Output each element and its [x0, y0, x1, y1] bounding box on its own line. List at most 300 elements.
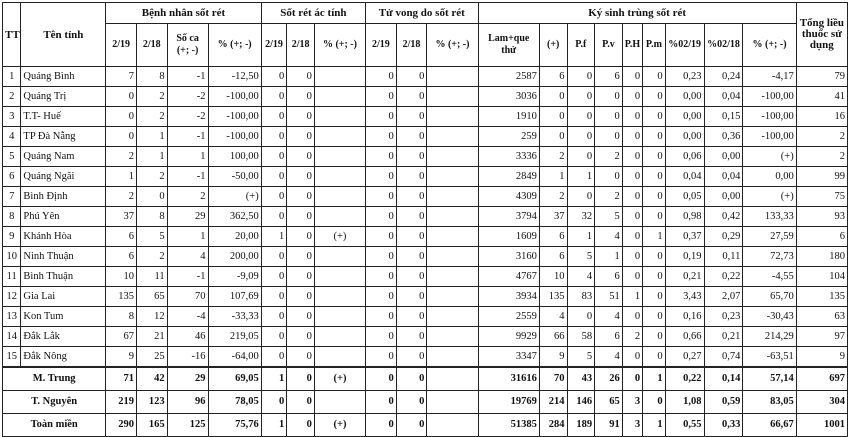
table-cell: 3934	[478, 287, 539, 307]
table-cell: 4	[3, 127, 21, 147]
table-cell: -9,09	[208, 267, 261, 287]
table-cell: 0	[366, 187, 397, 207]
table-cell: 0,21	[665, 267, 704, 287]
table-cell: 0,24	[704, 67, 743, 87]
table-cell: 200,00	[208, 247, 261, 267]
table-cell: 0	[595, 127, 623, 147]
table-cell	[314, 167, 365, 187]
summary-cell: 0	[287, 391, 315, 414]
table-row	[3, 347, 848, 368]
summary-cell: 0,33	[704, 414, 743, 437]
summary-cell: 78,05	[208, 391, 261, 414]
table-cell: 0,23	[665, 67, 704, 87]
summary-cell: 26	[595, 367, 623, 391]
table-cell: 6	[595, 67, 623, 87]
table-cell	[314, 207, 365, 227]
table-cell	[314, 107, 365, 127]
table-cell: 0	[567, 127, 595, 147]
summary-cell: 3	[622, 391, 642, 414]
table-cell: 2	[622, 327, 642, 347]
table-cell: 180	[796, 247, 847, 267]
summary-cell: 125	[167, 414, 208, 437]
summary-label: Toàn miền	[3, 414, 106, 437]
table-cell: 4	[595, 347, 623, 368]
table-cell: 2587	[478, 67, 539, 87]
table-cell: 0	[261, 87, 287, 107]
table-cell: 4	[595, 307, 623, 327]
province-name: Bình Thuận	[21, 267, 106, 287]
table-cell: 6	[539, 227, 567, 247]
table-cell: 46	[167, 327, 208, 347]
summary-cell: (+)	[314, 367, 365, 391]
table-cell: 0	[366, 207, 397, 227]
table-cell: 0	[366, 67, 397, 87]
col-kst-pct: % (+; -)	[743, 24, 796, 67]
table-row	[3, 87, 848, 107]
province-name: TP Đà Nẵng	[21, 127, 106, 147]
table-cell: 0	[366, 247, 397, 267]
table-cell: 11	[136, 267, 167, 287]
table-cell: 0	[622, 67, 642, 87]
table-cell: 8	[136, 207, 167, 227]
table-cell: -100,00	[208, 127, 261, 147]
table-cell: 5	[567, 347, 595, 368]
table-cell: 9929	[478, 327, 539, 347]
table-cell: 12	[136, 307, 167, 327]
table-cell: 0	[643, 107, 666, 127]
summary-cell: 0	[366, 414, 397, 437]
table-cell: 2	[595, 187, 623, 207]
table-cell	[314, 307, 365, 327]
table-cell: 135	[106, 287, 137, 307]
summary-cell: 69,05	[208, 367, 261, 391]
table-row	[3, 307, 848, 327]
table-cell: 0	[366, 147, 397, 167]
summary-cell: 19769	[478, 391, 539, 414]
summary-cell: 0,14	[704, 367, 743, 391]
col-pf: P.f	[567, 24, 595, 67]
table-cell: 104	[796, 267, 847, 287]
table-cell: 10	[106, 267, 137, 287]
table-cell: 1	[595, 247, 623, 267]
table-cell: 0	[366, 127, 397, 147]
summary-cell: 0,59	[704, 391, 743, 414]
table-cell: 4309	[478, 187, 539, 207]
table-cell: 0	[643, 207, 666, 227]
table-cell: 0	[287, 127, 315, 147]
province-name: Khánh Hòa	[21, 227, 106, 247]
summary-cell: 697	[796, 367, 847, 391]
table-cell: 10	[3, 247, 21, 267]
table-cell: 41	[796, 87, 847, 107]
table-cell: 6	[539, 67, 567, 87]
summary-cell: 0	[396, 414, 427, 437]
table-cell: 0,22	[704, 267, 743, 287]
table-cell: 15	[3, 347, 21, 368]
table-cell: 6	[796, 227, 847, 247]
table-cell	[427, 247, 478, 267]
summary-cell: 284	[539, 414, 567, 437]
summary-cell: 1	[643, 414, 666, 437]
table-cell: 6	[539, 247, 567, 267]
table-cell: -30,43	[743, 307, 796, 327]
table-cell: -16	[167, 347, 208, 368]
table-cell: 51	[595, 287, 623, 307]
table-cell: 0	[396, 207, 427, 227]
table-cell: 0	[366, 307, 397, 327]
table-cell: 0	[643, 267, 666, 287]
summary-cell: 0	[643, 391, 666, 414]
table-cell: 0,21	[704, 327, 743, 347]
summary-cell: 165	[136, 414, 167, 437]
table-cell: 6	[106, 247, 137, 267]
table-cell: 0	[622, 207, 642, 227]
table-cell: 3347	[478, 347, 539, 368]
table-cell: 58	[567, 327, 595, 347]
table-cell	[314, 87, 365, 107]
table-cell: 0	[643, 327, 666, 347]
summary-label: T. Nguyên	[3, 391, 106, 414]
table-cell: 0,23	[704, 307, 743, 327]
table-cell: 0,04	[665, 167, 704, 187]
summary-cell: 123	[136, 391, 167, 414]
summary-cell: 3	[622, 414, 642, 437]
summary-cell: 66,67	[743, 414, 796, 437]
table-cell: 4	[595, 227, 623, 247]
table-row	[3, 247, 848, 267]
summary-cell: 57,14	[743, 367, 796, 391]
table-cell: 2	[3, 87, 21, 107]
table-cell: 0	[261, 247, 287, 267]
table-cell: 0	[643, 247, 666, 267]
summary-cell: 0	[287, 367, 315, 391]
table-cell: (+)	[208, 187, 261, 207]
table-cell: 0,00	[704, 147, 743, 167]
table-cell: 0	[595, 167, 623, 187]
table-cell: 1910	[478, 107, 539, 127]
table-row	[3, 287, 848, 307]
table-cell: 0	[261, 207, 287, 227]
summary-cell: 0	[396, 391, 427, 414]
table-cell: 0	[287, 67, 315, 87]
table-cell: 135	[539, 287, 567, 307]
table-cell: 14	[3, 327, 21, 347]
table-cell	[427, 227, 478, 247]
table-cell: 0,36	[704, 127, 743, 147]
table-cell	[427, 307, 478, 327]
table-cell: 0	[396, 87, 427, 107]
summary-cell: 0	[622, 367, 642, 391]
summary-cell: 31616	[478, 367, 539, 391]
table-cell: 0	[595, 107, 623, 127]
table-cell: 362,50	[208, 207, 261, 227]
province-name: Đắk Lắk	[21, 327, 106, 347]
table-cell: 75	[796, 187, 847, 207]
col-d-219: 2/19	[366, 24, 397, 67]
table-cell	[314, 267, 365, 287]
table-cell: 0,15	[704, 107, 743, 127]
table-cell: 0,66	[665, 327, 704, 347]
col-p-218: 2/18	[136, 24, 167, 67]
table-cell: 0	[261, 327, 287, 347]
table-cell: 259	[478, 127, 539, 147]
table-cell: 66	[539, 327, 567, 347]
summary-cell	[427, 391, 478, 414]
summary-cell: 0,55	[665, 414, 704, 437]
table-cell: 1	[106, 167, 137, 187]
table-cell: 0	[567, 307, 595, 327]
table-cell: 10	[539, 267, 567, 287]
table-cell: 9	[539, 347, 567, 368]
table-cell: 9	[3, 227, 21, 247]
table-cell	[314, 247, 365, 267]
table-row	[3, 67, 848, 87]
summary-cell: 1	[643, 367, 666, 391]
table-cell: 0,19	[665, 247, 704, 267]
table-cell: -2	[167, 107, 208, 127]
table-cell: 0	[622, 167, 642, 187]
table-cell: 5	[136, 227, 167, 247]
table-cell: -100,00	[743, 107, 796, 127]
summary-cell: 91	[595, 414, 623, 437]
table-cell: 21	[136, 327, 167, 347]
table-cell: -2	[167, 87, 208, 107]
table-cell: -100,00	[208, 87, 261, 107]
table-cell: 100,00	[208, 147, 261, 167]
summary-cell: 290	[106, 414, 137, 437]
table-cell	[314, 187, 365, 207]
summary-cell: 219	[106, 391, 137, 414]
summary-cell: 0	[287, 414, 315, 437]
table-cell: 0	[287, 227, 315, 247]
col-s-pct: % (+; -)	[314, 24, 365, 67]
summary-cell: 1	[261, 367, 287, 391]
table-cell: 25	[136, 347, 167, 368]
table-cell: 0	[261, 67, 287, 87]
table-cell	[427, 147, 478, 167]
table-cell: 0	[643, 307, 666, 327]
table-row	[3, 327, 848, 347]
table-cell: 0	[622, 107, 642, 127]
summary-cell	[314, 391, 365, 414]
table-cell: 214,29	[743, 327, 796, 347]
table-cell: 0	[539, 127, 567, 147]
table-cell: 0	[366, 347, 397, 368]
table-cell: 2	[167, 187, 208, 207]
table-cell: 6	[595, 327, 623, 347]
table-cell: 0	[287, 147, 315, 167]
table-cell: 0	[366, 267, 397, 287]
table-cell: 5	[595, 207, 623, 227]
table-cell: (+)	[743, 187, 796, 207]
table-cell: 0,42	[704, 207, 743, 227]
table-cell: 1609	[478, 227, 539, 247]
col-p-pct: % (+; -)	[208, 24, 261, 67]
table-cell: 0	[261, 347, 287, 368]
table-cell: 0	[622, 307, 642, 327]
table-cell: -4,55	[743, 267, 796, 287]
table-cell: 4	[167, 247, 208, 267]
table-cell: 93	[796, 207, 847, 227]
table-cell: 5	[567, 247, 595, 267]
table-cell: 219,05	[208, 327, 261, 347]
table-cell: 0,74	[704, 347, 743, 368]
col-d-218: 2/18	[396, 24, 427, 67]
table-cell: -63,51	[743, 347, 796, 368]
table-cell: 0	[366, 167, 397, 187]
table-cell: 0	[643, 67, 666, 87]
province-name: T.T- Huế	[21, 107, 106, 127]
table-cell: 0	[366, 287, 397, 307]
group-parasite: Ký sinh trùng sốt rét	[478, 3, 796, 24]
table-cell: 0,00	[665, 107, 704, 127]
table-cell: 0,37	[665, 227, 704, 247]
table-cell: -1	[167, 127, 208, 147]
table-cell: -1	[167, 167, 208, 187]
table-row	[3, 127, 848, 147]
table-cell: 0	[261, 267, 287, 287]
summary-cell: 51385	[478, 414, 539, 437]
table-cell: 2849	[478, 167, 539, 187]
summary-cell: 43	[567, 367, 595, 391]
table-cell: 1	[567, 227, 595, 247]
table-cell: 2	[136, 107, 167, 127]
table-cell: 6	[595, 267, 623, 287]
col-pv: P.v	[595, 24, 623, 67]
table-cell: 0	[622, 227, 642, 247]
col-s-218: 2/18	[287, 24, 315, 67]
table-cell: 4	[567, 267, 595, 287]
table-cell: 0	[366, 327, 397, 347]
table-cell: 63	[796, 307, 847, 327]
table-cell: 0	[622, 347, 642, 368]
col-pct0219: %02/19	[665, 24, 704, 67]
table-cell: 133,33	[743, 207, 796, 227]
table-cell: 0	[567, 107, 595, 127]
table-cell: 37	[539, 207, 567, 227]
table-cell: 0	[622, 147, 642, 167]
table-cell: 1	[261, 227, 287, 247]
table-cell: 2	[796, 127, 847, 147]
table-cell: 0,00	[743, 167, 796, 187]
table-cell: 3,43	[665, 287, 704, 307]
malaria-report-table	[2, 2, 848, 437]
table-cell: 0	[396, 267, 427, 287]
table-cell: 3794	[478, 207, 539, 227]
table-cell: 32	[567, 207, 595, 227]
summary-cell	[427, 414, 478, 437]
table-cell: 0	[643, 187, 666, 207]
table-body	[3, 67, 848, 437]
table-cell: 0	[136, 187, 167, 207]
summary-cell: 1	[261, 414, 287, 437]
table-cell: 13	[3, 307, 21, 327]
table-cell: 0	[539, 87, 567, 107]
col-pct0218: %02/18	[704, 24, 743, 67]
table-cell: 3	[3, 107, 21, 127]
summary-cell: 0	[366, 367, 397, 391]
table-cell	[314, 287, 365, 307]
table-cell	[427, 207, 478, 227]
summary-cell: 214	[539, 391, 567, 414]
col-tt: TT	[3, 3, 21, 67]
table-cell: 0	[643, 127, 666, 147]
table-cell	[314, 127, 365, 147]
table-cell: 0,11	[704, 247, 743, 267]
table-cell: 1	[539, 167, 567, 187]
col-d-pct: % (+; -)	[427, 24, 478, 67]
summary-cell: 70	[539, 367, 567, 391]
table-cell: 0	[622, 87, 642, 107]
table-cell: 0	[396, 187, 427, 207]
table-cell: 107,69	[208, 287, 261, 307]
table-cell: 0	[287, 267, 315, 287]
table-cell: 0	[622, 127, 642, 147]
province-name: Kon Tum	[21, 307, 106, 327]
table-cell: 0	[567, 187, 595, 207]
province-name: Gia Lai	[21, 287, 106, 307]
table-cell: 0	[287, 107, 315, 127]
summary-row	[3, 367, 848, 391]
table-cell: 0	[539, 107, 567, 127]
table-cell: 0	[396, 327, 427, 347]
summary-cell: 304	[796, 391, 847, 414]
table-cell: 2	[106, 147, 137, 167]
col-p-219: 2/19	[106, 24, 137, 67]
table-cell: 4767	[478, 267, 539, 287]
summary-row	[3, 391, 848, 414]
table-cell: 1	[167, 147, 208, 167]
col-p-diff: Số ca (+; -)	[167, 24, 208, 67]
table-cell: 0	[396, 147, 427, 167]
table-cell: 2,07	[704, 287, 743, 307]
table-cell: 1	[622, 287, 642, 307]
table-cell: -4,17	[743, 67, 796, 87]
table-cell: 0	[643, 287, 666, 307]
table-cell: 0	[366, 87, 397, 107]
table-cell: 0	[595, 87, 623, 107]
col-ph: P.H	[622, 24, 642, 67]
table-cell: 0	[396, 107, 427, 127]
table-cell	[427, 327, 478, 347]
table-cell: 0,00	[665, 127, 704, 147]
col-pm: P.m	[643, 24, 666, 67]
table-cell: 0	[567, 147, 595, 167]
table-cell: 2	[539, 147, 567, 167]
table-cell: 0	[106, 87, 137, 107]
table-cell: 0,29	[704, 227, 743, 247]
table-cell: 0	[287, 247, 315, 267]
table-cell: 1	[643, 227, 666, 247]
table-cell: 1	[167, 227, 208, 247]
table-cell: 9	[106, 347, 137, 368]
table-cell: 0	[622, 247, 642, 267]
table-cell: 7	[106, 67, 137, 87]
table-cell	[314, 327, 365, 347]
table-cell: 0	[366, 227, 397, 247]
table-cell: -100,00	[208, 107, 261, 127]
table-cell: -4	[167, 307, 208, 327]
table-cell: 0	[643, 347, 666, 368]
table-row	[3, 147, 848, 167]
table-cell: 0	[643, 147, 666, 167]
group-severe: Sốt rét ác tính	[261, 3, 365, 24]
header-row-1	[3, 3, 848, 24]
table-cell: 65	[136, 287, 167, 307]
table-cell: 2	[539, 187, 567, 207]
table-cell: 20,00	[208, 227, 261, 247]
table-cell: 3336	[478, 147, 539, 167]
